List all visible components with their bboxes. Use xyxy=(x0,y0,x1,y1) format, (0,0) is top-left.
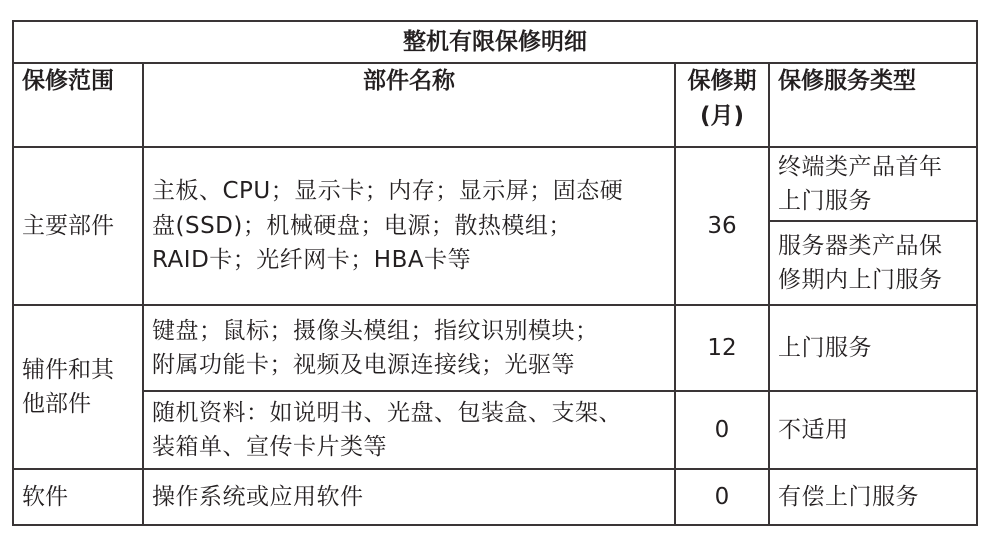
service-accessories: 上门服务 xyxy=(769,305,977,391)
service-terminal xyxy=(769,147,977,221)
period-documents: 0 xyxy=(675,391,769,469)
table-row xyxy=(13,391,977,469)
service-server-line2: 修期内上门服务 xyxy=(778,267,943,293)
service-software: 有偿上门服务 xyxy=(769,469,977,525)
table-row xyxy=(13,469,977,525)
parts-main-line1: 主板、CPU；显示卡；内存；显示屏；固态硬 xyxy=(152,178,624,205)
parts-main-line3: RAID卡；光纤网卡；HBA卡等 xyxy=(152,247,472,274)
period-main: 36 xyxy=(675,147,769,305)
parts-main-line2: 盘(SSD)；机械硬盘；电源；散热模组； xyxy=(152,212,572,239)
service-server xyxy=(769,221,977,305)
warranty-table xyxy=(12,20,978,526)
header-parts: 部件名称 xyxy=(143,63,675,147)
parts-accessories-line2: 附属功能卡；视频及电源连接线；光驱等 xyxy=(152,352,575,378)
header-period xyxy=(675,63,769,147)
scope-accessories xyxy=(13,305,143,469)
parts-documents-line2: 装箱单、宣传卡片类等 xyxy=(152,434,387,460)
scope-main-parts: 主要部件 xyxy=(13,147,143,305)
scope-software: 软件 xyxy=(13,469,143,525)
header-scope: 保修范围 xyxy=(13,63,143,147)
parts-software: 操作系统或应用软件 xyxy=(143,469,675,525)
parts-accessories xyxy=(143,305,675,391)
table-title: 整机有限保修明细 xyxy=(13,21,977,63)
table-title-row xyxy=(13,21,977,63)
parts-documents xyxy=(143,391,675,469)
table-row xyxy=(13,305,977,391)
parts-main xyxy=(143,147,675,305)
header-period-line1: 保修期 xyxy=(687,68,757,94)
header-service: 保修服务类型 xyxy=(769,63,977,147)
parts-accessories-line1: 键盘；鼠标；摄像头模组；指纹识别模块； xyxy=(152,317,599,344)
service-terminal-line2: 上门服务 xyxy=(778,188,872,214)
scope-accessories-line1: 辅件和其 xyxy=(22,356,114,383)
service-server-line1: 服务器类产品保 xyxy=(778,232,943,259)
period-accessories: 12 xyxy=(675,305,769,391)
warranty-table-container xyxy=(12,20,978,526)
table-row xyxy=(13,147,977,221)
service-documents: 不适用 xyxy=(769,391,977,469)
service-terminal-line1: 终端类产品首年 xyxy=(778,153,943,180)
period-software: 0 xyxy=(675,469,769,525)
table-header-row xyxy=(13,63,977,147)
scope-accessories-line2: 他部件 xyxy=(22,391,91,417)
header-period-line2: (月) xyxy=(699,102,745,129)
parts-documents-line1: 随机资料：如说明书、光盘、包装盒、支架、 xyxy=(152,399,622,426)
